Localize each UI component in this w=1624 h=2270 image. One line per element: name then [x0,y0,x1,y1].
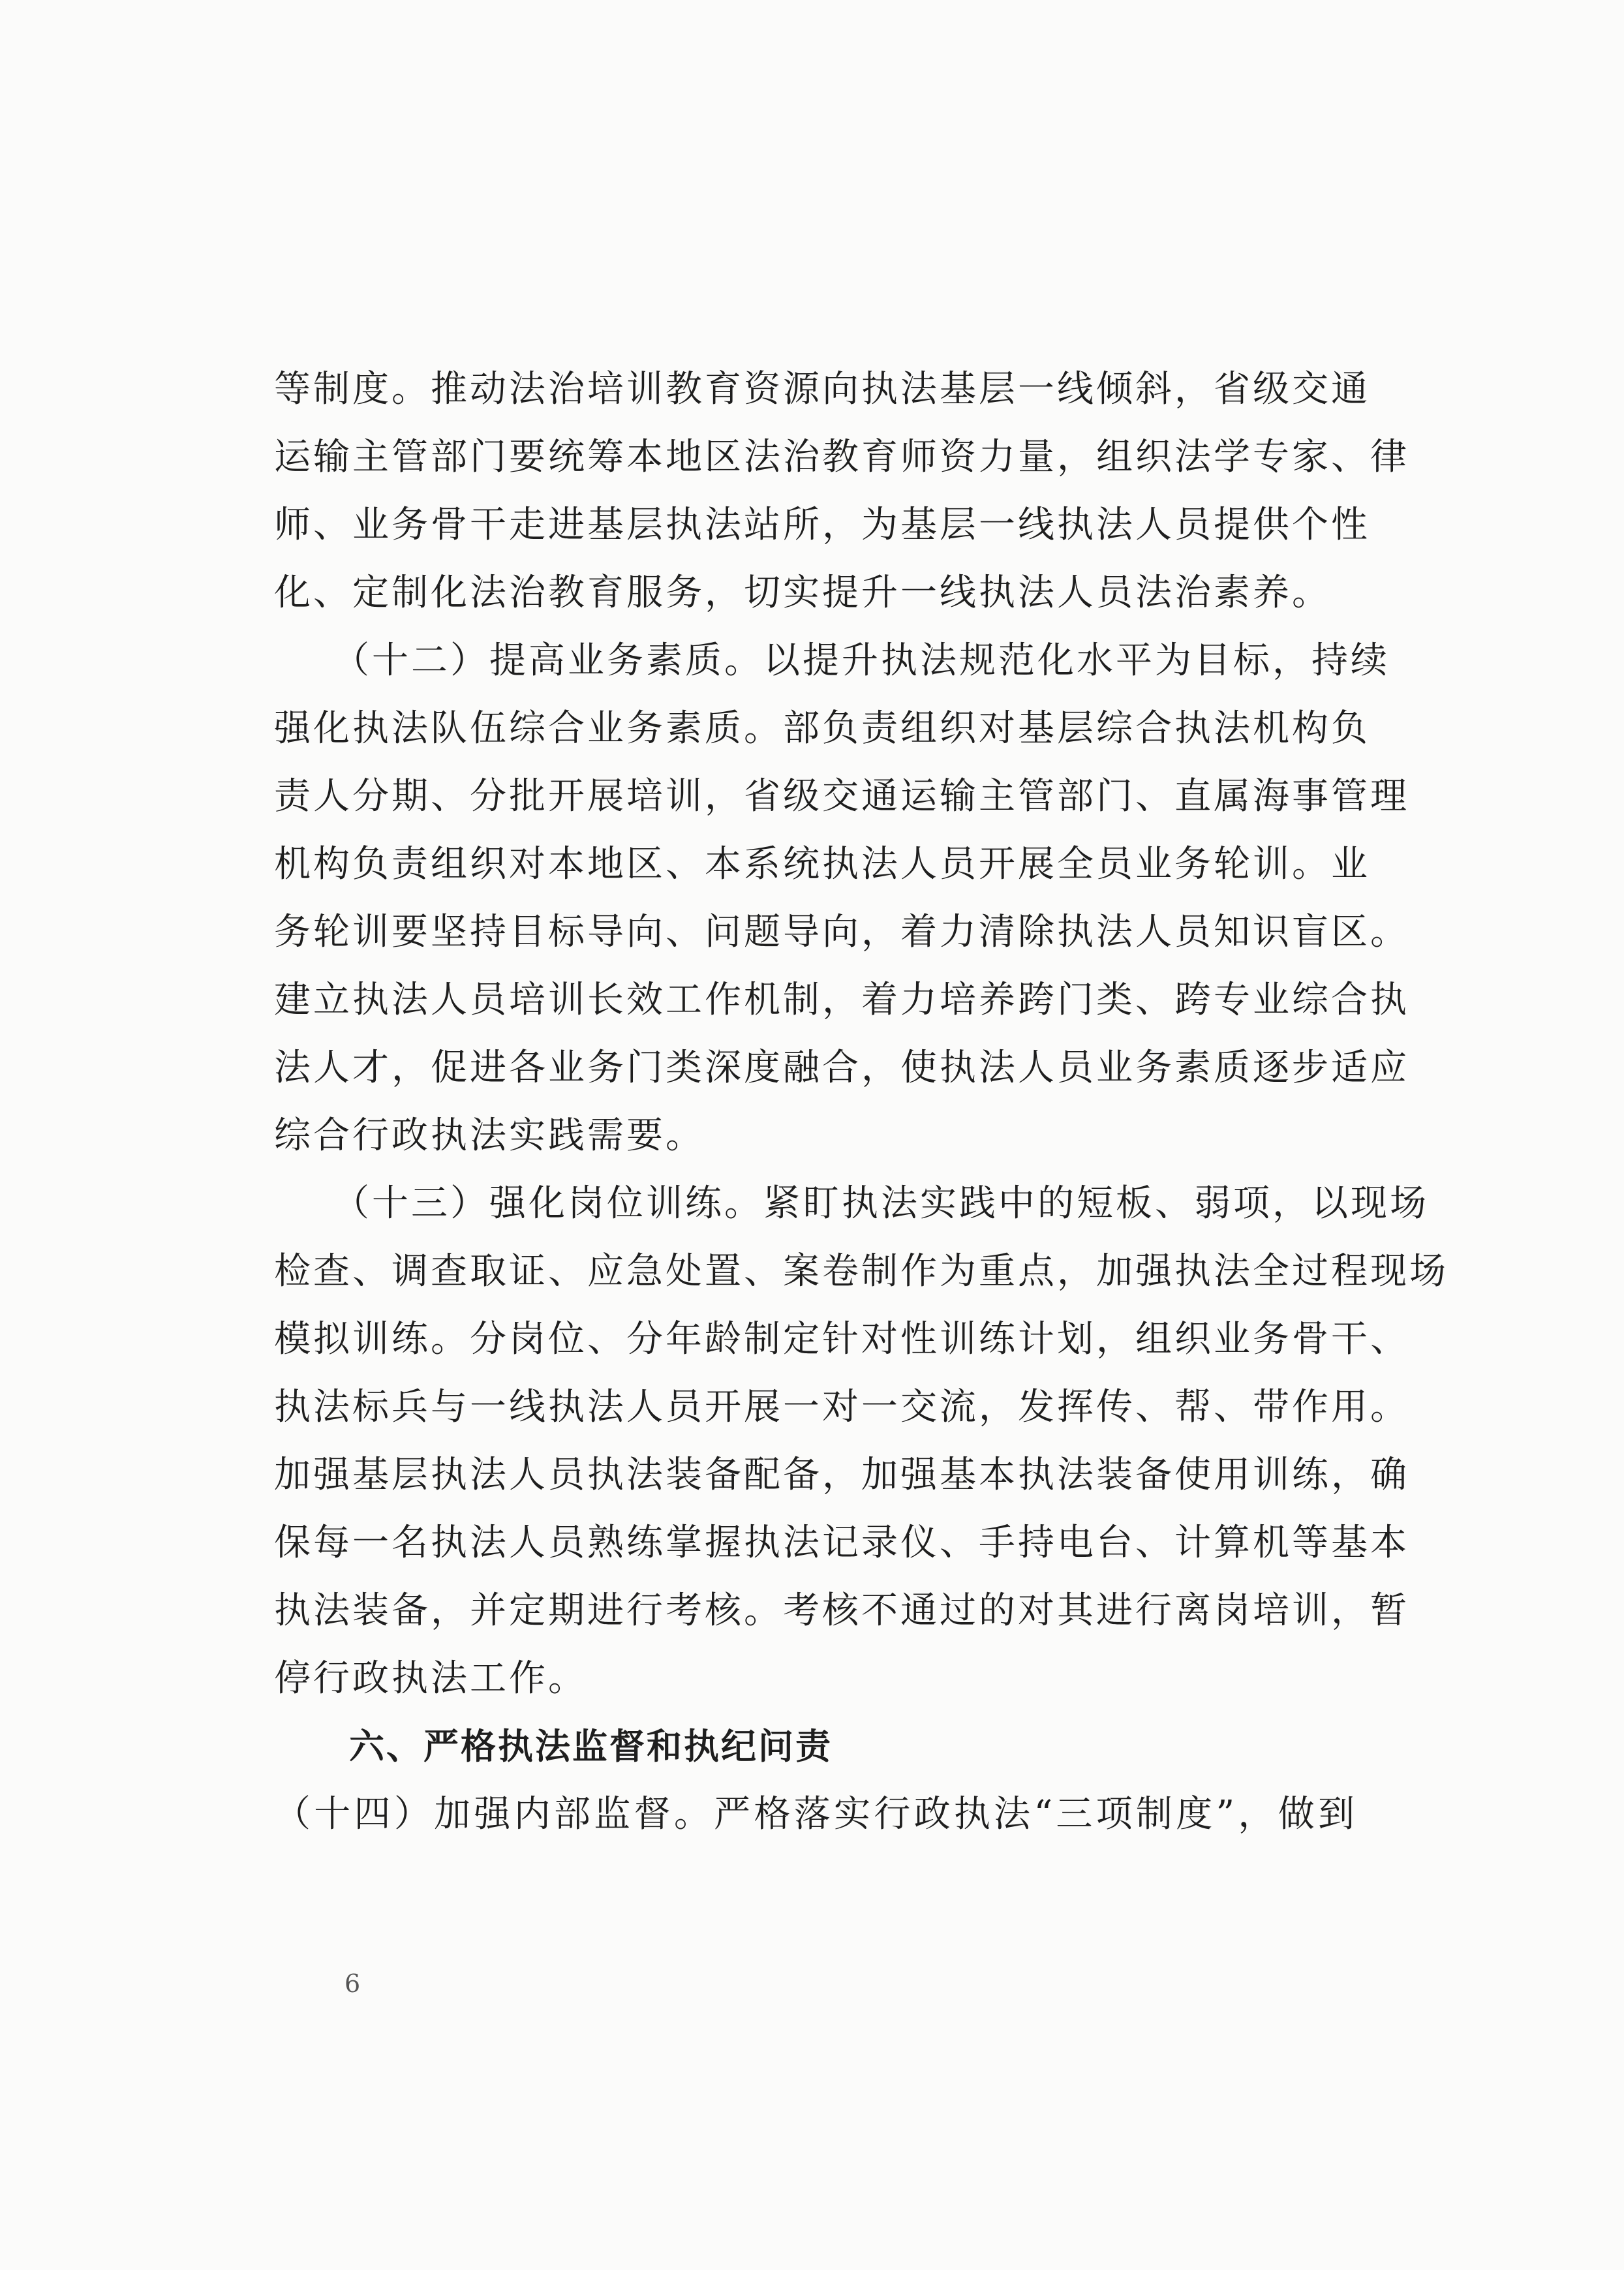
text-line: 强化执法队伍综合业务素质。部负责组织对基层综合执法机构负 [274,707,1370,750]
text-line: 责人分期、分批开展培训，省级交通运输主管部门、直属海事管理 [274,775,1409,818]
text-line: 执法装备，并定期进行考核。考核不通过的对其进行离岗培训，暂 [274,1589,1409,1632]
paragraph-first-line: （十二）提高业务素质。以提升执法规范化水平为目标，持续 [333,639,1390,682]
text-line: 模拟训练。分岗位、分年龄制定针对性训练计划，组织业务骨干、 [274,1318,1409,1360]
page-number: 6 [345,1969,361,1998]
section-heading: 六、严格执法监督和执纪问责 [349,1726,833,1767]
text-line: 等制度。推动法治培训教育资源向执法基层一线倾斜，省级交通 [274,368,1370,410]
text-line: 停行政执法工作。 [274,1657,587,1700]
text-line: 机构负责组织对本地区、本系统执法人员开展全员业务轮训。业 [274,843,1370,885]
text-line: 师、业务骨干走进基层执法站所，为基层一线执法人员提供个性 [274,504,1370,546]
text-line: 检查、调查取证、应急处置、案卷制作为重点，加强执法全过程现场 [274,1250,1448,1293]
text-line: 执法标兵与一线执法人员开展一对一交流，发挥传、帮、带作用。 [274,1386,1409,1428]
text-line: 保每一名执法人员熟练掌握执法记录仪、手持电台、计算机等基本 [274,1522,1409,1564]
text-line: 化、定制化法治教育服务，切实提升一线执法人员法治素养。 [274,572,1331,614]
text-line: 运输主管部门要统筹本地区法治教育师资力量，组织法学专家、律 [274,436,1409,478]
text-line: 综合行政执法实践需要。 [274,1114,705,1157]
paragraph-first-line: （十三）强化岗位训练。紧盯执法实践中的短板、弱项，以现场 [333,1182,1429,1225]
paragraph-first-line: （十四）加强内部监督。严格落实行政执法“三项制度”，做到 [274,1793,1357,1835]
text-line: 务轮训要坚持目标导向、问题导向，着力清除执法人员知识盲区。 [274,911,1409,953]
text-line: 建立执法人员培训长效工作机制，着力培养跨门类、跨专业综合执 [274,979,1409,1021]
text-line: 法人才，促进各业务门类深度融合，使执法人员业务素质逐步适应 [274,1047,1409,1089]
body-text [274,356,1448,1848]
text-line: 加强基层执法人员执法装备配备，加强基本执法装备使用训练，确 [274,1454,1409,1496]
